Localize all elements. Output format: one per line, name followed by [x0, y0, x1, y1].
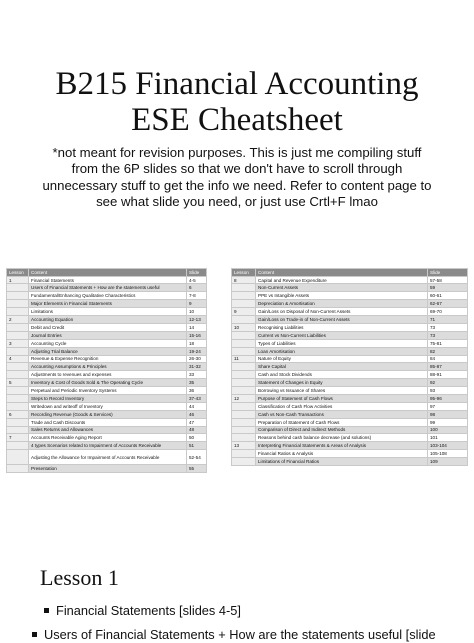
slide-cell: 44: [187, 402, 207, 410]
slide-cell: 82: [428, 347, 468, 355]
disclaimer-note: *not meant for revision purposes. This is just me compiling stuff from the 6P slides so that we don't have to scroll through unnecessary stuff to get the info we need. Refer to content page to see what slide you need, or just use Crtl+F lmao: [42, 145, 432, 210]
table-row: [232, 426, 468, 434]
lesson-cell: 10: [232, 323, 256, 331]
slide-cell: 98: [428, 410, 468, 418]
table-row: [232, 300, 468, 308]
content-cell: Accounting Assumptions & Principles: [29, 363, 187, 371]
slide-cell: 19-24: [187, 347, 207, 355]
header-lesson: Lesson: [7, 269, 29, 277]
lesson-cell: 1: [7, 276, 29, 284]
slide-cell: 36: [187, 387, 207, 395]
content-cell: Gain/Loss on Disposal of Non-Current Assets: [256, 308, 428, 316]
table-row: [7, 331, 207, 339]
lesson-cell: [232, 371, 256, 379]
lesson-cell: 6: [7, 410, 29, 418]
table-row: [7, 284, 207, 292]
table-row: [7, 371, 207, 379]
table-header-row: [232, 269, 468, 277]
table-row: [232, 410, 468, 418]
slide-cell: 105-108: [428, 450, 468, 458]
content-cell: Adjusting Trial Balance: [29, 347, 187, 355]
lesson-cell: [7, 426, 29, 434]
slide-cell: 4-5: [187, 276, 207, 284]
content-cell: Preparation of Statement of Cash Flows: [256, 418, 428, 426]
table-row: [232, 308, 468, 316]
content-cell: Capital and Revenue Expenditure: [256, 276, 428, 284]
slide-cell: 10: [187, 308, 207, 316]
lesson-cell: 2: [7, 316, 29, 324]
header-lesson: Lesson: [232, 269, 256, 277]
slide-cell: 103-104: [428, 442, 468, 450]
lesson-cell: [232, 347, 256, 355]
lesson-cell: 3: [7, 339, 29, 347]
content-cell: Borrowing vs Issuance of Shares: [256, 387, 428, 395]
content-cell: Perpetual and Periodic Inventory Systems: [29, 387, 187, 395]
content-cell: Financial Ratios & Analysis: [256, 450, 428, 458]
slide-cell: 95-96: [428, 394, 468, 402]
slide-cell: 52-54: [187, 450, 207, 465]
slide-cell: 84: [428, 355, 468, 363]
table-row: [7, 292, 207, 300]
lesson-cell: 4: [7, 355, 29, 363]
table-row: [7, 339, 207, 347]
cut-off-bullet: [32, 627, 452, 642]
lesson-cell: 8: [232, 276, 256, 284]
lesson-cell: [7, 402, 29, 410]
table-row: [7, 308, 207, 316]
slide-cell: 12-13: [187, 316, 207, 324]
content-cell: Presentation: [29, 465, 187, 473]
header-slide: Slide: [428, 269, 468, 277]
slide-cell: 93: [428, 387, 468, 395]
table-row: [7, 300, 207, 308]
table-row: [232, 363, 468, 371]
lesson-cell: [7, 363, 29, 371]
content-cell: Limitations of Financial Ratios: [256, 458, 428, 466]
slide-cell: 33: [187, 371, 207, 379]
table-row: [232, 276, 468, 284]
slide-cell: 35: [187, 379, 207, 387]
content-cell: Purpose of Statement of Cash Flows: [256, 394, 428, 402]
content-cell: Cash vs Non-Cash Transactions: [256, 410, 428, 418]
slide-cell: 92: [428, 379, 468, 387]
bullet-square-icon: [44, 608, 49, 613]
slide-cell: 14: [187, 323, 207, 331]
header-content: Content: [256, 269, 428, 277]
lesson-cell: [232, 418, 256, 426]
title-line-1: B215 Financial Accounting: [55, 66, 419, 102]
lesson-cell: [7, 323, 29, 331]
table-row: [7, 426, 207, 434]
slide-cell: 51: [187, 442, 207, 450]
table-row: [232, 394, 468, 402]
content-cell: Reasons behind cash balance decrease (and solutions): [256, 434, 428, 442]
content-cell: Comparison of Direct and Indirect Methods: [256, 426, 428, 434]
lesson-cell: [232, 316, 256, 324]
lesson-cell: [232, 410, 256, 418]
content-cell: Financial Statements: [29, 276, 187, 284]
table-row: [232, 442, 468, 450]
table-row: [232, 316, 468, 324]
lesson-cell: [7, 371, 29, 379]
contents-table-right: [231, 268, 468, 466]
content-cell: Accounting Equation: [29, 316, 187, 324]
table-row: [232, 331, 468, 339]
table-row: [232, 450, 468, 458]
slide-cell: 97: [428, 402, 468, 410]
table-row: [232, 418, 468, 426]
table-row: [232, 387, 468, 395]
content-cell: Nature of Equity: [256, 355, 428, 363]
table-row: [7, 450, 207, 465]
content-cell: Depreciation & Amortisation: [256, 300, 428, 308]
slide-cell: 101: [428, 434, 468, 442]
slide-cell: 6: [187, 284, 207, 292]
content-cell: 4 types Scenarios related to Impairment of Accounts Receivable: [29, 442, 187, 450]
slide-cell: 7-8: [187, 292, 207, 300]
lesson-cell: 12: [232, 394, 256, 402]
content-cell: Non-Current Assets: [256, 284, 428, 292]
content-cell: Accounting Cycle: [29, 339, 187, 347]
table-row: [7, 379, 207, 387]
slide-cell: 75-81: [428, 339, 468, 347]
table-row: [7, 434, 207, 442]
slide-cell: 71: [428, 316, 468, 324]
slide-cell: 9: [187, 300, 207, 308]
content-cell: Cash and Stock Dividends: [256, 371, 428, 379]
bullet-item: [44, 603, 241, 619]
lesson-cell: [7, 284, 29, 292]
lesson-heading: Lesson 1: [40, 565, 119, 590]
slide-cell: 57-58: [428, 276, 468, 284]
content-cell: Sales Returns and Allowances: [29, 426, 187, 434]
lesson-cell: [232, 434, 256, 442]
content-cell: Gain/Loss on Trade-in of Non-Current Assets: [256, 316, 428, 324]
lesson-cell: [232, 426, 256, 434]
content-cell: PPE vs Intangible Assets: [256, 292, 428, 300]
table-row: [232, 371, 468, 379]
content-cell: Loan Amortisation: [256, 347, 428, 355]
slide-cell: 59: [428, 284, 468, 292]
lesson-cell: [232, 387, 256, 395]
content-cell: Types of Liabilities: [256, 339, 428, 347]
content-cell: Recording Revenue (Goods & Services): [29, 410, 187, 418]
lesson-cell: [7, 308, 29, 316]
table-row: [7, 316, 207, 324]
table-row: [7, 387, 207, 395]
content-cell: Inventory & Cost of Goods Sold & The Operating Cycle: [29, 379, 187, 387]
content-cell: Current vs Non-Current Liabilities: [256, 331, 428, 339]
cut-off-bullet-text: Users of Financial Statements + How are the statements useful [slide: [44, 627, 436, 642]
table-row: [7, 323, 207, 331]
table-row: [232, 347, 468, 355]
table-row: [232, 284, 468, 292]
table-row: [232, 339, 468, 347]
content-cell: Interpreting Financial Statements & Areas of Analysis: [256, 442, 428, 450]
table-row: [232, 323, 468, 331]
lesson-cell: [232, 379, 256, 387]
lesson-cell: [232, 339, 256, 347]
table-header-row: [7, 269, 207, 277]
lesson-cell: [232, 402, 256, 410]
content-cell: Steps to Record Inventory: [29, 394, 187, 402]
lesson-cell: [7, 292, 29, 300]
slide-cell: 18: [187, 339, 207, 347]
table-row: [232, 458, 468, 466]
slide-cell: 99: [428, 418, 468, 426]
header-content: Content: [29, 269, 187, 277]
slide-cell: 62-67: [428, 300, 468, 308]
table-row: [232, 292, 468, 300]
table-row: [7, 276, 207, 284]
table-row: [232, 434, 468, 442]
content-cell: Accounts Receivable Aging Report: [29, 434, 187, 442]
lesson-cell: [232, 292, 256, 300]
slide-cell: 50: [187, 434, 207, 442]
table-row: [7, 442, 207, 450]
lesson-cell: [7, 418, 29, 426]
slide-cell: 85-87: [428, 363, 468, 371]
slide-cell: 88-91: [428, 371, 468, 379]
content-cell: Writedown and writeoff of Inventory: [29, 402, 187, 410]
slide-cell: 55: [187, 465, 207, 473]
lesson-cell: [7, 442, 29, 450]
lesson-cell: 11: [232, 355, 256, 363]
table-row: [7, 347, 207, 355]
lesson-cell: [7, 300, 29, 308]
content-cell: Trade and Cash Discounts: [29, 418, 187, 426]
content-cell: Share Capital: [256, 363, 428, 371]
slide-cell: 69-70: [428, 308, 468, 316]
lesson-cell: 13: [232, 442, 256, 450]
content-cell: Fundamental/Enhancing Qualitative Characteristics: [29, 292, 187, 300]
content-cell: Limitations: [29, 308, 187, 316]
table-row: [232, 355, 468, 363]
lesson-cell: [7, 450, 29, 465]
header-slide: Slide: [187, 269, 207, 277]
slide-cell: 31-32: [187, 363, 207, 371]
lesson-cell: [7, 331, 29, 339]
slide-cell: 46: [187, 410, 207, 418]
lesson-cell: [7, 465, 29, 473]
table-row: [7, 402, 207, 410]
content-cell: Debit and Credit: [29, 323, 187, 331]
slide-cell: 15-16: [187, 331, 207, 339]
bullet-square-icon: [32, 632, 37, 637]
slide-cell: 26-30: [187, 355, 207, 363]
table-row: [7, 410, 207, 418]
content-cell: Users of Financial Statements + How are the statements useful: [29, 284, 187, 292]
lesson-cell: [232, 363, 256, 371]
slide-cell: 73: [428, 323, 468, 331]
slide-cell: 37-43: [187, 394, 207, 402]
table-row: [232, 402, 468, 410]
document-title: [0, 66, 474, 138]
lesson-cell: 9: [232, 308, 256, 316]
content-cell: Recognising Liabilities: [256, 323, 428, 331]
slide-cell: 60-61: [428, 292, 468, 300]
content-cell: Revenue & Expense Recognition: [29, 355, 187, 363]
content-cell: Journal Entries: [29, 331, 187, 339]
lesson-cell: [7, 347, 29, 355]
table-row: [232, 379, 468, 387]
lesson-cell: [232, 284, 256, 292]
lesson-cell: [232, 450, 256, 458]
content-cell: Classification of Cash Flow Activities: [256, 402, 428, 410]
content-cell: Adjusting the Allowance for Impairment of Accounts Receivable: [29, 450, 187, 465]
contents-table-left: [6, 268, 207, 473]
slide-cell: 47: [187, 418, 207, 426]
lesson-cell: 5: [7, 379, 29, 387]
table-row: [7, 394, 207, 402]
lesson-cell: [7, 387, 29, 395]
content-cell: Statement of Changes in Equity: [256, 379, 428, 387]
lesson-cell: [232, 458, 256, 466]
table-row: [7, 465, 207, 473]
content-cell: Adjustments to revenues and expenses: [29, 371, 187, 379]
slide-cell: 73: [428, 331, 468, 339]
bullet-text: Financial Statements [slides 4-5]: [56, 603, 241, 618]
slide-cell: 109: [428, 458, 468, 466]
table-row: [7, 363, 207, 371]
table-row: [7, 355, 207, 363]
lesson-cell: 7: [7, 434, 29, 442]
lesson-cell: [232, 331, 256, 339]
lesson-cell: [232, 300, 256, 308]
table-row: [7, 418, 207, 426]
title-line-2: ESE Cheatsheet: [131, 102, 343, 138]
slide-cell: 48: [187, 426, 207, 434]
content-cell: Major Elements in Financial Statements: [29, 300, 187, 308]
slide-cell: 100: [428, 426, 468, 434]
lesson-cell: [7, 394, 29, 402]
